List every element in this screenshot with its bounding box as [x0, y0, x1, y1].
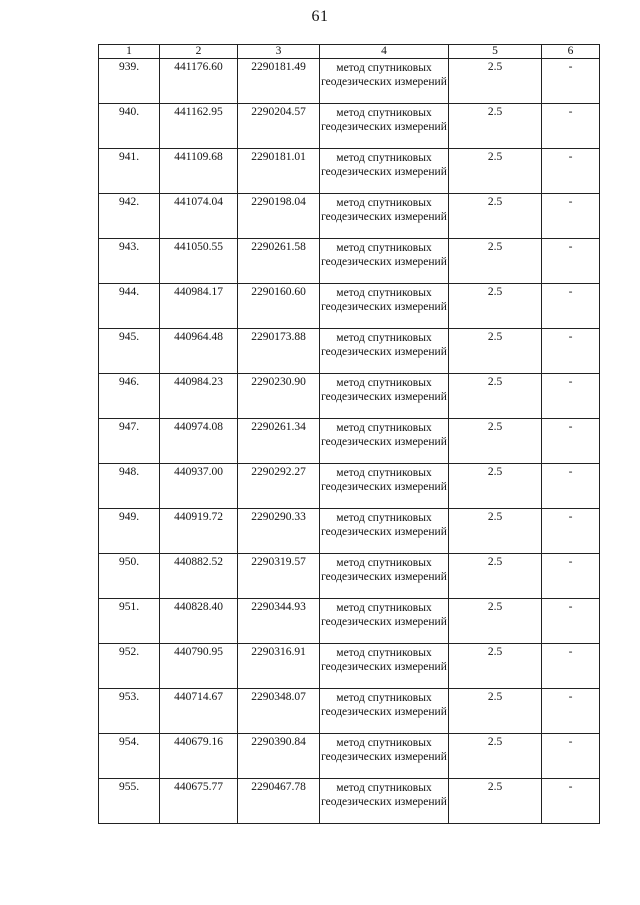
y-coordinate-cell: 2290261.58 [238, 239, 320, 284]
accuracy-cell: 2.5 [449, 554, 542, 599]
table-row [99, 374, 600, 419]
x-coordinate-cell: 441176.60 [160, 59, 238, 104]
point-number-cell: 950. [99, 554, 160, 599]
point-number-cell: 943. [99, 239, 160, 284]
header-col-1: 1 [99, 45, 160, 59]
point-number-cell: 941. [99, 149, 160, 194]
point-number-cell: 942. [99, 194, 160, 239]
point-number-cell: 946. [99, 374, 160, 419]
header-col-5: 5 [449, 45, 542, 59]
method-cell: метод спутниковых геодезических измерений [320, 419, 449, 464]
note-cell: - [542, 329, 600, 374]
table-body [99, 59, 600, 824]
table-row [99, 104, 600, 149]
note-cell: - [542, 734, 600, 779]
method-cell: метод спутниковых геодезических измерений [320, 149, 449, 194]
y-coordinate-cell: 2290319.57 [238, 554, 320, 599]
point-number-cell: 949. [99, 509, 160, 554]
point-number-cell: 940. [99, 104, 160, 149]
accuracy-cell: 2.5 [449, 779, 542, 824]
header-col-3: 3 [238, 45, 320, 59]
point-number-cell: 939. [99, 59, 160, 104]
x-coordinate-cell: 440984.23 [160, 374, 238, 419]
header-col-6: 6 [542, 45, 600, 59]
note-cell: - [542, 644, 600, 689]
accuracy-cell: 2.5 [449, 59, 542, 104]
accuracy-cell: 2.5 [449, 509, 542, 554]
note-cell: - [542, 464, 600, 509]
table-row [99, 59, 600, 104]
table-header [99, 45, 600, 59]
x-coordinate-cell: 440974.08 [160, 419, 238, 464]
table-row [99, 599, 600, 644]
method-cell: метод спутниковых геодезических измерений [320, 734, 449, 779]
note-cell: - [542, 374, 600, 419]
y-coordinate-cell: 2290181.01 [238, 149, 320, 194]
accuracy-cell: 2.5 [449, 419, 542, 464]
accuracy-cell: 2.5 [449, 734, 542, 779]
note-cell: - [542, 59, 600, 104]
x-coordinate-cell: 440675.77 [160, 779, 238, 824]
x-coordinate-cell: 440984.17 [160, 284, 238, 329]
table-row [99, 284, 600, 329]
point-number-cell: 947. [99, 419, 160, 464]
page-number: 61 [311, 8, 329, 25]
point-number-cell: 945. [99, 329, 160, 374]
accuracy-cell: 2.5 [449, 689, 542, 734]
note-cell: - [542, 599, 600, 644]
x-coordinate-cell: 440790.95 [160, 644, 238, 689]
header-col-4: 4 [320, 45, 449, 59]
table-row [99, 239, 600, 284]
method-cell: метод спутниковых геодезических измерений [320, 59, 449, 104]
note-cell: - [542, 284, 600, 329]
y-coordinate-cell: 2290261.34 [238, 419, 320, 464]
y-coordinate-cell: 2290290.33 [238, 509, 320, 554]
y-coordinate-cell: 2290292.27 [238, 464, 320, 509]
method-cell: метод спутниковых геодезических измерений [320, 284, 449, 329]
method-cell: метод спутниковых геодезических измерений [320, 644, 449, 689]
method-cell: метод спутниковых геодезических измерений [320, 509, 449, 554]
accuracy-cell: 2.5 [449, 149, 542, 194]
accuracy-cell: 2.5 [449, 599, 542, 644]
table-row [99, 689, 600, 734]
accuracy-cell: 2.5 [449, 644, 542, 689]
note-cell: - [542, 689, 600, 734]
x-coordinate-cell: 440937.00 [160, 464, 238, 509]
note-cell: - [542, 149, 600, 194]
table-row [99, 149, 600, 194]
point-number-cell: 948. [99, 464, 160, 509]
point-number-cell: 954. [99, 734, 160, 779]
note-cell: - [542, 419, 600, 464]
method-cell: метод спутниковых геодезических измерений [320, 554, 449, 599]
method-cell: метод спутниковых геодезических измерений [320, 599, 449, 644]
y-coordinate-cell: 2290344.93 [238, 599, 320, 644]
accuracy-cell: 2.5 [449, 329, 542, 374]
accuracy-cell: 2.5 [449, 464, 542, 509]
method-cell: метод спутниковых геодезических измерений [320, 194, 449, 239]
x-coordinate-cell: 441050.55 [160, 239, 238, 284]
x-coordinate-cell: 441162.95 [160, 104, 238, 149]
method-cell: метод спутниковых геодезических измерений [320, 374, 449, 419]
x-coordinate-cell: 440882.52 [160, 554, 238, 599]
header-row [99, 45, 600, 59]
method-cell: метод спутниковых геодезических измерений [320, 689, 449, 734]
y-coordinate-cell: 2290198.04 [238, 194, 320, 239]
point-number-cell: 953. [99, 689, 160, 734]
x-coordinate-cell: 440714.67 [160, 689, 238, 734]
method-cell: метод спутниковых геодезических измерений [320, 104, 449, 149]
method-cell: метод спутниковых геодезических измерений [320, 464, 449, 509]
y-coordinate-cell: 2290204.57 [238, 104, 320, 149]
table-row [99, 419, 600, 464]
accuracy-cell: 2.5 [449, 284, 542, 329]
x-coordinate-cell: 440964.48 [160, 329, 238, 374]
x-coordinate-cell: 440828.40 [160, 599, 238, 644]
point-number-cell: 955. [99, 779, 160, 824]
y-coordinate-cell: 2290181.49 [238, 59, 320, 104]
note-cell: - [542, 779, 600, 824]
note-cell: - [542, 239, 600, 284]
y-coordinate-cell: 2290173.88 [238, 329, 320, 374]
method-cell: метод спутниковых геодезических измерений [320, 779, 449, 824]
y-coordinate-cell: 2290230.90 [238, 374, 320, 419]
method-cell: метод спутниковых геодезических измерений [320, 239, 449, 284]
note-cell: - [542, 104, 600, 149]
table-row [99, 509, 600, 554]
accuracy-cell: 2.5 [449, 104, 542, 149]
point-number-cell: 952. [99, 644, 160, 689]
x-coordinate-cell: 441109.68 [160, 149, 238, 194]
note-cell: - [542, 509, 600, 554]
point-number-cell: 951. [99, 599, 160, 644]
x-coordinate-cell: 440679.16 [160, 734, 238, 779]
note-cell: - [542, 554, 600, 599]
table-row [99, 194, 600, 239]
table-row [99, 464, 600, 509]
accuracy-cell: 2.5 [449, 239, 542, 284]
coordinates-table [98, 44, 600, 824]
accuracy-cell: 2.5 [449, 194, 542, 239]
table-row [99, 329, 600, 374]
y-coordinate-cell: 2290390.84 [238, 734, 320, 779]
header-col-2: 2 [160, 45, 238, 59]
x-coordinate-cell: 440919.72 [160, 509, 238, 554]
table-row [99, 779, 600, 824]
y-coordinate-cell: 2290316.91 [238, 644, 320, 689]
table-row [99, 644, 600, 689]
table-row [99, 554, 600, 599]
x-coordinate-cell: 441074.04 [160, 194, 238, 239]
point-number-cell: 944. [99, 284, 160, 329]
table-row [99, 734, 600, 779]
method-cell: метод спутниковых геодезических измерений [320, 329, 449, 374]
note-cell: - [542, 194, 600, 239]
y-coordinate-cell: 2290467.78 [238, 779, 320, 824]
accuracy-cell: 2.5 [449, 374, 542, 419]
y-coordinate-cell: 2290348.07 [238, 689, 320, 734]
y-coordinate-cell: 2290160.60 [238, 284, 320, 329]
